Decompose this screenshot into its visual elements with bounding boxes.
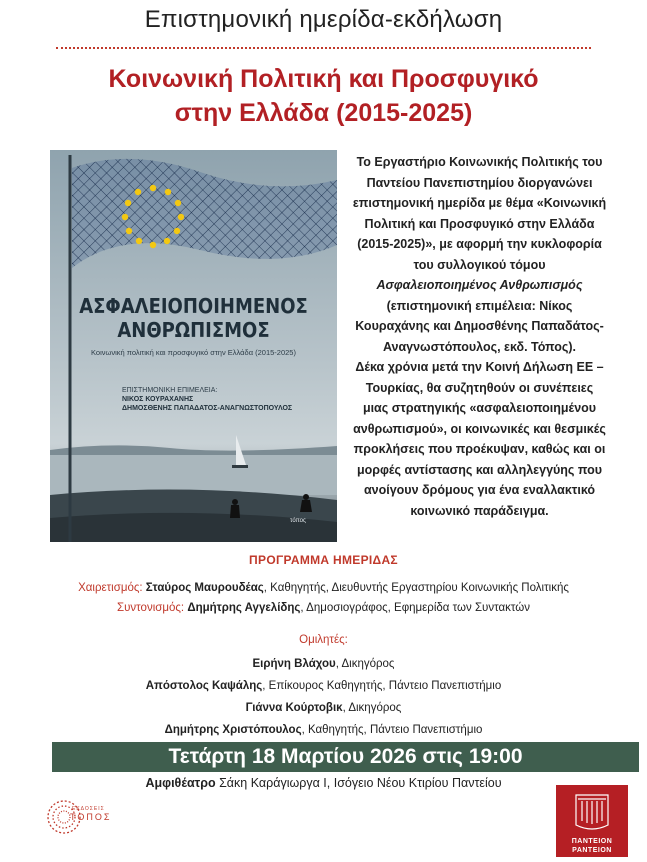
cover-publisher-logo: τόπος <box>290 518 306 524</box>
topos-publisher-label: ΕΚΔΟΣΕΙΣ <box>72 806 105 812</box>
venue-hall: Αμφιθέατρο <box>145 776 216 790</box>
book-cover-image <box>50 150 337 542</box>
cover-editor-1: ΝΙΚΟΣ ΚΟΥΡΑΧΑΝΗΣ <box>122 396 194 403</box>
venue-address: Σάκη Καράγιωργα Ι, Ισόγειο Νέου Κτιρίου Παντείου <box>219 776 502 790</box>
event-type-title: Επιστημονική ημερίδα-εκδήλωση <box>144 6 503 33</box>
moderator-role: Συντονισμός: <box>117 602 185 614</box>
speaker-row <box>0 680 647 692</box>
speaker-row <box>0 658 647 670</box>
speaker-name: Γιάννα Κούρτοβικ <box>245 702 343 714</box>
event-description <box>352 152 607 521</box>
program-heading: ΠΡΟΓΡΑΜΜΑ ΗΜΕΡΙΔΑΣ <box>249 553 398 567</box>
panteion-logo <box>556 785 628 857</box>
cover-editors-label: ΕΠΙΣΤΗΜΟΝΙΚΗ ΕΠΙΜΕΛΕΙΑ: <box>122 387 218 394</box>
speaker-detail: , Δικηγόρος <box>342 702 402 714</box>
main-title-line-2: στην Ελλάδα (2015-2025) <box>174 99 473 127</box>
cover-title-line-1: ΑΣΦΑΛΕΙΟΠΟΙΗΜΕΝΟΣ <box>79 294 308 318</box>
moderator-line <box>0 602 647 614</box>
cover-subtitle: Κοινωνική πολιτική και προσφυγικό στην Ελλάδα (2015-2025) <box>91 348 296 357</box>
speaker-row <box>0 702 647 714</box>
greeting-detail: , Καθηγητής, Διευθυντής Εργαστηρίου Κοινωνικής Πολιτικής <box>263 582 569 594</box>
main-title-line-1: Κοινωνική Πολιτική και Προσφυγικό <box>108 65 539 93</box>
panteion-name-greek: ΠΑΝΤΕΙΟΝ <box>571 838 613 845</box>
event-date-bar: Τετάρτη 18 Μαρτίου 2026 στις 19:00 <box>52 742 639 772</box>
cover-editor-2: ΔΗΜΟΣΘΕΝΗΣ ΠΑΠΑΔΑΤΟΣ-ΑΝΑΓΝΩΣΤΟΠΟΥΛΟΣ <box>122 405 293 412</box>
cover-title-line-2: ΑΝΘΡΩΠΙΣΜΟΣ <box>117 318 270 342</box>
topos-publisher-name: ΤΟΠΟΣ <box>70 812 112 822</box>
description-p1-intro: Το Εργαστήριο Κοινωνικής Πολιτικής του Παντείου Πανεπιστημίου διοργανώνει επιστημονική ημερίδα με θέμα «Κοινωνική Πολιτική και Προσφυγικό στην Ελλάδα (2015-2025)», με αφορμή την κυκλοφορία του συλλογικού τόμου <box>352 155 607 272</box>
moderator-detail: , Δημοσιογράφος, Εφημερίδα των Συντακτών <box>300 602 530 614</box>
panteion-name-latin: PANTEION <box>572 847 612 854</box>
speaker-name: Ειρήνη Βλάχου <box>252 658 336 670</box>
greeting-line <box>0 582 647 594</box>
panteion-names <box>556 837 628 855</box>
greeting-name: Σταύρος Μαυρουδέας <box>145 582 264 594</box>
dotted-divider <box>56 47 591 49</box>
description-p1-editors: (επιστημονική επιμέλεια: Νίκος Κουραχάνης και Δημοσθένης Παπαδάτος-Αναγνωστόπουλος, εκδ. Τόπος). <box>355 298 604 354</box>
speaker-name: Απόστολος Καψάλης <box>145 680 263 692</box>
speaker-detail: , Καθηγητής, Πάντειο Πανεπιστήμιο <box>301 724 483 736</box>
event-main-title <box>0 62 647 130</box>
cover-artwork <box>50 150 337 542</box>
description-book-title: Ασφαλειοποιημένος Ανθρωπισμός <box>376 278 583 292</box>
speaker-row <box>0 724 647 736</box>
cover-editors <box>122 386 332 413</box>
panteion-emblem-icon <box>556 785 628 835</box>
moderator-name: Δημήτρης Αγγελίδης <box>187 602 301 614</box>
speaker-name: Δημήτρης Χριστόπουλος <box>164 724 302 736</box>
speaker-detail: , Επίκουρος Καθηγητής, Πάντειο Πανεπιστήμιο <box>262 680 502 692</box>
speaker-detail: , Δικηγόρος <box>335 658 395 670</box>
description-paragraph-2: Δέκα χρόνια μετά την Κοινή Δήλωση ΕΕ – Τουρκίας, θα συζητηθούν οι συνέπειες μιας στρατηγικής «ασφαλειοποιημένου ανθρωπισμού», οι κοινωνικές και θεσμικές προκλήσεις που προέκυψαν, καθώς και οι μορφές αντίστασης και αλληλεγγύης που ανοίγουν δρόμους για ένα εναλλακτικό κοινωνικό παράδειγμα. <box>353 360 606 518</box>
greeting-role: Χαιρετισμός: <box>78 582 143 594</box>
speakers-heading: Ομιλητές: <box>299 634 348 646</box>
description-paragraph-1 <box>352 152 607 357</box>
event-venue <box>0 776 647 790</box>
